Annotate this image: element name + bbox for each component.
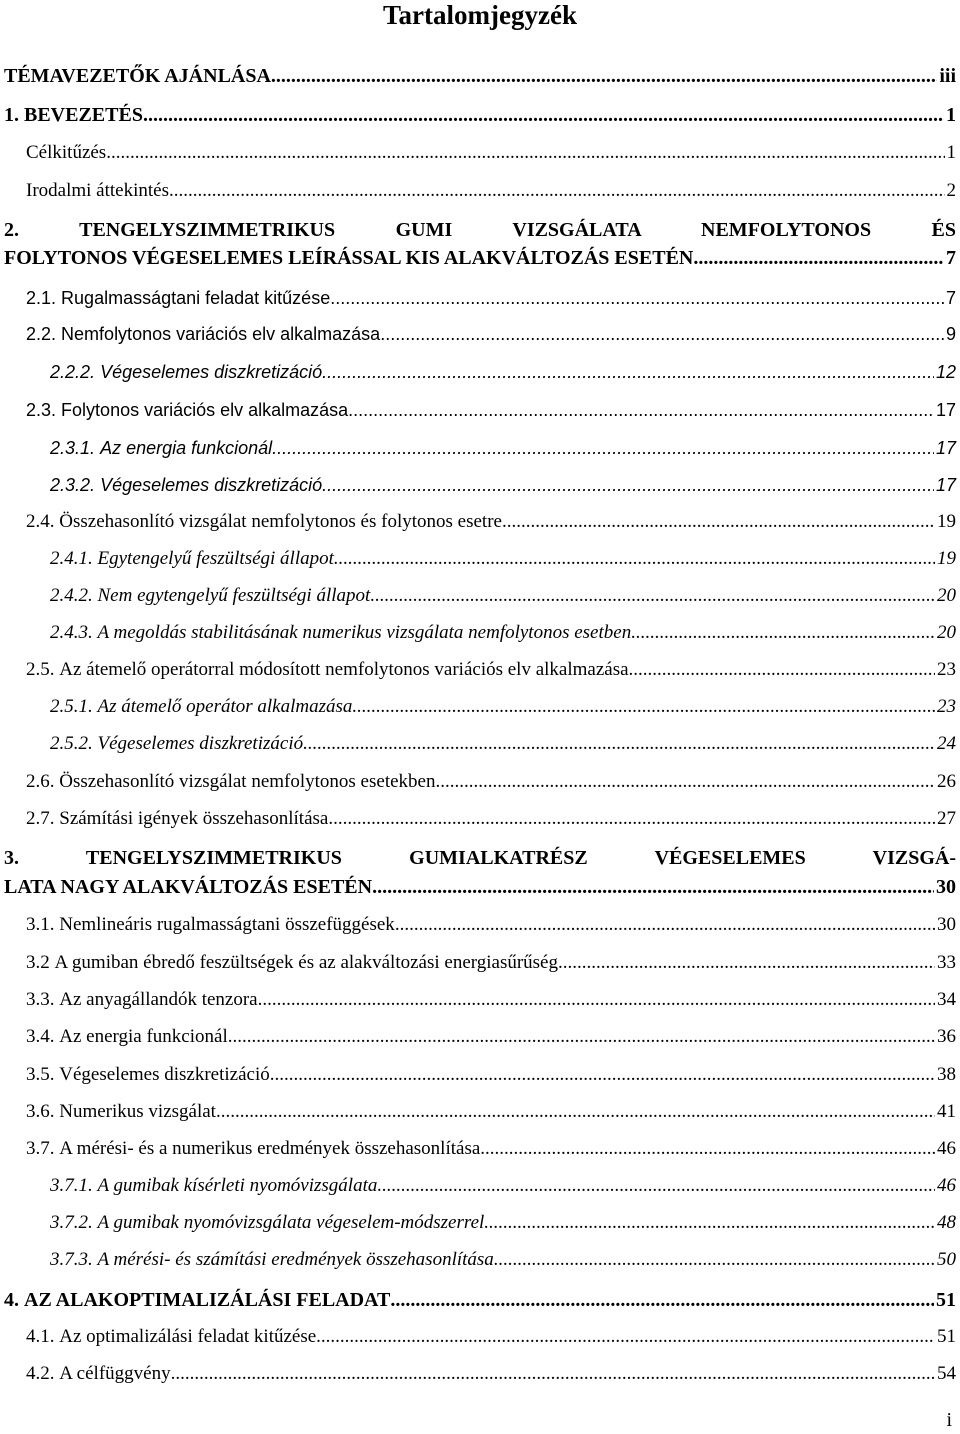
leader-dots (106, 139, 944, 167)
toc-entry-text: AZ ALAKOPTIMALIZÁLÁSI FELADAT (24, 1289, 391, 1311)
toc-entry-text: A célfüggvény (59, 1363, 171, 1384)
toc-entry-text: Az energia funkcionál (100, 438, 273, 458)
toc-entry[interactable] (26, 1360, 956, 1388)
toc-page-number: 46 (937, 1138, 956, 1159)
leader-dots (322, 471, 934, 499)
leader-dots (558, 949, 935, 977)
toc-entry-text: Nemfolytonos variációs elv alkalmazása (61, 324, 381, 344)
toc-entry[interactable] (26, 320, 956, 348)
toc-entry-number: 3.2 (26, 952, 50, 973)
toc-entry-text: Numerikus vizsgálat (59, 1101, 216, 1122)
toc-entry-number: 4.2. (26, 1363, 55, 1384)
toc-entry-text: Összehasonlító vizsgálat nemfolytonos és folytonos esetre (59, 511, 502, 532)
toc-entry-number: 2.3. (26, 400, 57, 420)
toc-page-number: 50 (937, 1249, 956, 1270)
toc-entry-text: TÉMAVEZETŐK AJÁNLÁSA (4, 65, 271, 87)
toc-page-number: 20 (937, 585, 956, 606)
toc-page-number: 36 (937, 1026, 956, 1047)
toc-page-number: 7 (946, 247, 956, 269)
toc-entry-line1[interactable] (4, 844, 956, 872)
toc-entry-text: TENGELYSZIMMETRIKUS GUMI VIZSGÁLATA NEMFOLYTONOS ÉS (79, 219, 957, 241)
toc-entry-number: 2.4.1. (50, 548, 93, 569)
leader-dots (480, 1135, 935, 1163)
toc-entry-text: A mérési- és a numerikus eredmények összehasonlítása (59, 1138, 481, 1159)
toc-entry-number: 1. (4, 104, 19, 126)
toc-entry-number: 3. (4, 847, 19, 869)
toc-entry[interactable] (50, 1172, 956, 1200)
toc-entry-number: 2.5.2. (50, 733, 93, 754)
toc-entry-number: 2.5.1. (50, 696, 93, 717)
toc-entry[interactable] (4, 1286, 956, 1314)
toc-entry-text: Az energia funkcionál (59, 1026, 228, 1047)
toc-entry[interactable] (4, 244, 956, 272)
toc-entry[interactable] (26, 508, 956, 536)
toc-entry-text: Végeselemes diszkretizáció (97, 733, 304, 754)
toc-entry[interactable] (4, 873, 956, 901)
toc-entry[interactable] (50, 693, 956, 721)
toc-page-number: 51 (937, 1326, 956, 1347)
leader-dots (303, 730, 935, 758)
leader-dots (348, 396, 934, 424)
toc-entry[interactable] (50, 582, 956, 610)
toc-page-number: 30 (937, 914, 956, 935)
toc-entry[interactable] (50, 1209, 956, 1237)
toc-page-number: 27 (937, 808, 956, 829)
toc-entry-text: A gumibak nyomóvizsgálata végeselem-módszerrel (97, 1212, 485, 1233)
leader-dots (330, 284, 944, 312)
toc-entry-number: 3.7.2. (50, 1212, 93, 1233)
toc-entry[interactable] (50, 471, 956, 499)
toc-page-number: 54 (937, 1363, 956, 1384)
leader-dots (148, 101, 944, 129)
toc-entry-number: 3.7. (26, 1138, 55, 1159)
toc-entry[interactable] (26, 1323, 956, 1351)
toc-page-number: 51 (936, 1289, 956, 1311)
toc-entry-text: Az átemelő operátor alkalmazása (97, 696, 353, 717)
toc-entry-text: Nemlineáris rugalmasságtani összefüggések (59, 914, 395, 935)
toc-entry-text: Végeselemes diszkretizáció (100, 362, 323, 382)
toc-entry-number: 2.5. (26, 659, 55, 680)
toc-entry-number: 3.1. (26, 914, 55, 935)
leader-dots (258, 986, 935, 1014)
toc-entry-text: A mérési- és számítási eredmények összehasonlítása (97, 1249, 494, 1270)
toc-entry[interactable] (50, 358, 956, 386)
leader-dots (377, 1172, 935, 1200)
toc-page-number: 34 (937, 989, 956, 1010)
toc-entry-text: Nem egytengelyű feszültségi állapot (97, 585, 371, 606)
toc-entry-text: Célkitűzés (26, 142, 107, 163)
toc-entry[interactable] (26, 805, 956, 833)
toc-page-number: 7 (945, 288, 956, 308)
toc-page-number: 38 (937, 1064, 956, 1085)
leader-dots (390, 1286, 934, 1314)
toc-entry-number: 2.3.1. (50, 438, 96, 458)
toc-entry[interactable] (26, 1098, 956, 1126)
toc-page-number: 1 (946, 142, 956, 163)
toc-entry-number: 2.7. (26, 808, 55, 829)
toc-entry-text: Egytengelyű feszültségi állapot (97, 548, 334, 569)
leader-dots (629, 656, 935, 684)
toc-entry-line1[interactable] (4, 216, 956, 244)
toc-entry-text: Az optimalizálási feladat kitűzése (59, 1326, 317, 1347)
toc-page-number: 17 (935, 400, 956, 420)
toc-page-number: 1 (946, 104, 956, 126)
toc-entry-number: 2. (4, 219, 19, 241)
toc-entry[interactable] (26, 1023, 956, 1051)
leader-dots (372, 873, 934, 901)
toc-entry-text: TENGELYSZIMMETRIKUS GUMIALKATRÉSZ VÉGESELEMES VIZSGÁ- (85, 847, 956, 869)
toc-entry[interactable] (26, 986, 956, 1014)
toc-entry-text: FOLYTONOS VÉGESELEMES LEÍRÁSSAL KIS ALAKVÁLTOZÁS ESETÉN (4, 247, 694, 269)
toc-entry-text: A gumibak kísérleti nyomóvizsgálata (97, 1175, 378, 1196)
leader-dots (494, 1246, 935, 1274)
leader-dots (435, 768, 935, 796)
toc-entry[interactable] (26, 949, 956, 977)
leader-dots (484, 1209, 935, 1237)
leader-dots (270, 1061, 935, 1089)
toc-entry-text: A megoldás stabilitásának numerikus vizsgálata nemfolytonos esetben (97, 622, 632, 643)
toc-entry-text: Végeselemes diszkretizáció (59, 1064, 270, 1085)
toc-page-number: 48 (937, 1212, 956, 1233)
toc-entry-number: 3.7.3. (50, 1249, 93, 1270)
leader-dots (316, 1323, 935, 1351)
leader-dots (334, 545, 935, 573)
toc-page-number: 19 (937, 511, 956, 532)
leader-dots (631, 619, 935, 647)
leader-dots (171, 1360, 935, 1388)
toc-entry[interactable] (50, 434, 956, 462)
toc-page-number: 23 (937, 696, 956, 717)
leader-dots (228, 1023, 935, 1051)
toc-entry-number: 3.4. (26, 1026, 55, 1047)
leader-dots (272, 434, 934, 462)
toc-entry-text: Számítási igények összehasonlítása (59, 808, 329, 829)
toc-entry[interactable] (26, 768, 956, 796)
toc-entry[interactable] (26, 656, 956, 684)
toc-page-number: 12 (935, 362, 956, 382)
leader-dots (380, 320, 944, 348)
leader-dots (502, 508, 935, 536)
leader-dots (693, 244, 944, 272)
toc-entry[interactable] (50, 619, 956, 647)
page-number: i (946, 1409, 952, 1431)
toc-entry-text: Az anyagállandók tenzora (59, 989, 258, 1010)
leader-dots (328, 805, 935, 833)
leader-dots (395, 911, 935, 939)
toc-entry[interactable] (26, 1061, 956, 1089)
toc-entry[interactable] (26, 177, 956, 205)
toc-entry-number: 2.3.2. (50, 475, 96, 495)
toc-entry-number: 2.6. (26, 771, 55, 792)
leader-dots (370, 582, 935, 610)
toc-entry-number: 2.1. (26, 288, 57, 308)
toc-entry[interactable] (26, 911, 956, 939)
table-of-contents (4, 0, 956, 1434)
toc-entry-text: Folytonos variációs elv alkalmazása (61, 400, 349, 420)
leader-dots (271, 62, 937, 90)
toc-entry-number: 2.4. (26, 511, 55, 532)
toc-entry-text: Végeselemes diszkretizáció (100, 475, 323, 495)
toc-entry[interactable] (50, 545, 956, 573)
toc-entry-text: A gumiban ébredő feszültségek és az alakváltozási energiasűrűség (54, 952, 558, 973)
toc-page-number: 23 (937, 659, 956, 680)
toc-entry[interactable] (50, 730, 956, 758)
toc-entry-text: Rugalmasságtani feladat kitűzése (61, 288, 331, 308)
toc-entry-number: 2.2. (26, 324, 57, 344)
toc-entry-number: 2.2.2. (50, 362, 96, 382)
toc-entry[interactable] (26, 139, 956, 167)
toc-entry[interactable] (50, 1246, 956, 1274)
toc-entry-number: 4.1. (26, 1326, 55, 1347)
toc-page-number: 19 (937, 548, 956, 569)
toc-page-number: 46 (937, 1175, 956, 1196)
leader-dots (352, 693, 935, 721)
toc-entry-text: BEVEZETÉS. (24, 104, 148, 126)
toc-page-number: 17 (935, 438, 956, 458)
toc-entry-text: LATA NAGY ALAKVÁLTOZÁS ESETÉN (4, 876, 373, 898)
toc-entry[interactable] (26, 284, 956, 312)
toc-entry[interactable] (4, 101, 956, 129)
toc-page-number: 17 (935, 475, 956, 495)
toc-entry-number: 2.4.3. (50, 622, 93, 643)
toc-page-number: 26 (937, 771, 956, 792)
toc-page-number: 24 (937, 733, 956, 754)
toc-entry-number: 3.3. (26, 989, 55, 1010)
toc-page-number: 20 (937, 622, 956, 643)
toc-page-number: 2 (946, 180, 956, 201)
toc-page-number: 41 (937, 1101, 956, 1122)
leader-dots (216, 1098, 935, 1126)
toc-entry[interactable] (4, 62, 956, 90)
toc-page-number: 9 (945, 324, 956, 344)
toc-entry[interactable] (26, 396, 956, 424)
toc-entry[interactable] (26, 1135, 956, 1163)
toc-page-number: iii (939, 65, 956, 87)
leader-dots (169, 177, 945, 205)
toc-entry-number: 3.5. (26, 1064, 55, 1085)
toc-entry-text: Irodalmi áttekintés (26, 180, 169, 201)
toc-entry-number: 3.6. (26, 1101, 55, 1122)
toc-page-number: 30 (936, 876, 956, 898)
toc-entry-number: 3.7.1. (50, 1175, 93, 1196)
toc-page-number: 33 (937, 952, 956, 973)
toc-entry-number: 2.4.2. (50, 585, 93, 606)
toc-entry-text: Összehasonlító vizsgálat nemfolytonos esetekben (59, 771, 436, 792)
toc-entry-number: 4. (4, 1289, 19, 1311)
leader-dots (322, 358, 934, 386)
page-title: Tartalomjegyzék (383, 0, 577, 30)
toc-entry-text: Az átemelő operátorral módosított nemfolytonos variációs elv alkalmazása (59, 659, 629, 680)
